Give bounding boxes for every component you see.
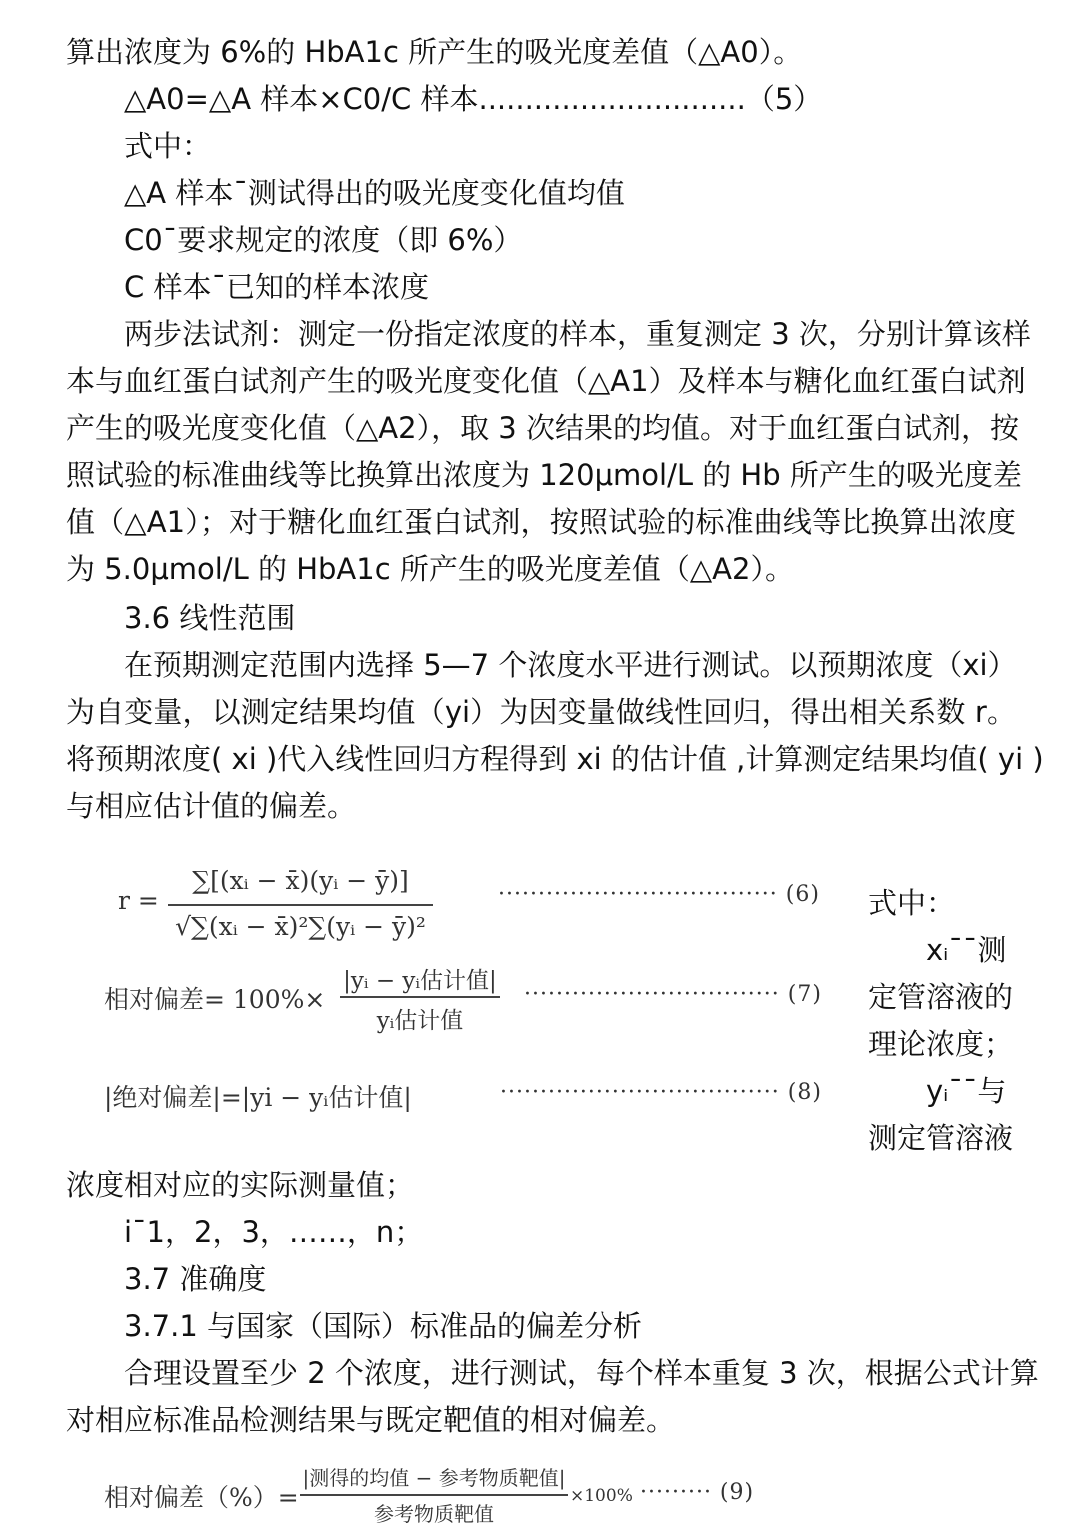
- text-line: C 样本¯已知的样本浓度: [124, 270, 429, 304]
- formula-6-denominator: √∑(xᵢ − x̄)²∑(yᵢ − ȳ)²: [175, 912, 426, 941]
- formula-8-tag: ··································· (8): [500, 1080, 822, 1105]
- formula-7-tag: ································ (7): [524, 982, 822, 1007]
- text-line: △A 样本¯测试得出的吸光度变化值均值: [124, 176, 625, 210]
- formula-9-tag: ········· (9): [640, 1480, 755, 1505]
- formula-5-line: △A0=△A 样本×C0/C 样本.............................（5）: [124, 82, 823, 116]
- formula-6-lhs: r =: [118, 886, 159, 915]
- fraction-bar: [340, 996, 500, 998]
- text-line: 在预期测定范围内选择 5—7 个浓度水平进行测试。以预期浓度（xi）: [124, 648, 1017, 682]
- formula-8-expression: |绝对偏差|=|yi − yᵢ估计值|: [104, 1083, 412, 1112]
- side-note-line: 测定管溶液: [868, 1121, 1014, 1155]
- text-line: 将预期浓度( xi )代入线性回归方程得到 xi 的估计值 ,计算测定结果均值( yi ): [66, 742, 1044, 776]
- text-line: 照试验的标准曲线等比换算出浓度为 120μmol/L 的 Hb 所产生的吸光度差: [66, 458, 1022, 492]
- text-line: 合理设置至少 2 个浓度，进行测试，每个样本重复 3 次，根据公式计算: [124, 1356, 1039, 1390]
- formula-6-tag: ··································· (6): [498, 882, 820, 907]
- text-line: 本与血红蛋白试剂产生的吸光度变化值（△A1）及样本与糖化血红蛋白试剂: [66, 364, 1026, 398]
- section-heading: 3.6 线性范围: [124, 601, 296, 635]
- formula-9-numerator: |测得的均值 − 参考物质靶值|: [302, 1466, 566, 1490]
- formula-9-lhs: 相对偏差（%）=: [104, 1483, 299, 1512]
- formula-6-numerator: ∑[(xᵢ − x̄)(yᵢ − ȳ)]: [192, 866, 409, 895]
- side-note-line: 定管溶液的: [868, 980, 1014, 1014]
- formula-9-multiplier: ×100%: [570, 1486, 633, 1506]
- side-note-line: yᵢ¯¯与: [926, 1074, 1007, 1108]
- text-line: 产生的吸光度变化值（△A2），取 3 次结果的均值。对于血红蛋白试剂，按: [66, 411, 1019, 445]
- formula-7-numerator: |yᵢ − yᵢ估计值|: [343, 968, 497, 994]
- formula-9-denominator: 参考物质靶值: [374, 1502, 494, 1526]
- text-line: 式中：: [124, 129, 212, 163]
- section-heading: 3.7 准确度: [124, 1262, 267, 1296]
- text-line: 对相应标准品检测结果与既定靶值的相对偏差。: [66, 1403, 676, 1437]
- text-line: i¯1，2，3，……，n；: [124, 1215, 424, 1249]
- side-note-line: xᵢ¯¯测: [926, 933, 1007, 967]
- formula-7-lhs: 相对偏差= 100%×: [104, 985, 326, 1014]
- text-line: 为自变量，以测定结果均值（yi）为因变量做线性回归，得出相关系数 r。: [66, 695, 1016, 729]
- text-line: 浓度相对应的实际测量值；: [66, 1168, 415, 1202]
- text-line: 算出浓度为 6%的 HbA1c 所产生的吸光度差值（△A0）。: [66, 35, 803, 69]
- side-note-line: 式中：: [868, 886, 956, 920]
- text-line: 两步法试剂：测定一份指定浓度的样本，重复测定 3 次，分别计算该样: [124, 317, 1031, 351]
- subsection-heading: 3.7.1 与国家（国际）标准品的偏差分析: [124, 1309, 643, 1343]
- fraction-bar: [168, 904, 433, 906]
- side-note-line: 理论浓度；: [868, 1027, 1014, 1061]
- formula-7-denominator: yᵢ估计值: [376, 1008, 464, 1034]
- fraction-bar: [300, 1494, 568, 1496]
- text-line: 值（△A1）；对于糖化血红蛋白试剂，按照试验的标准曲线等比换算出浓度: [66, 505, 1016, 539]
- text-line: 为 5.0μmol/L 的 HbA1c 所产生的吸光度差值（△A2）。: [66, 552, 794, 586]
- text-line: C0¯要求规定的浓度（即 6%）: [124, 223, 523, 257]
- text-line: 与相应估计值的偏差。: [66, 789, 357, 823]
